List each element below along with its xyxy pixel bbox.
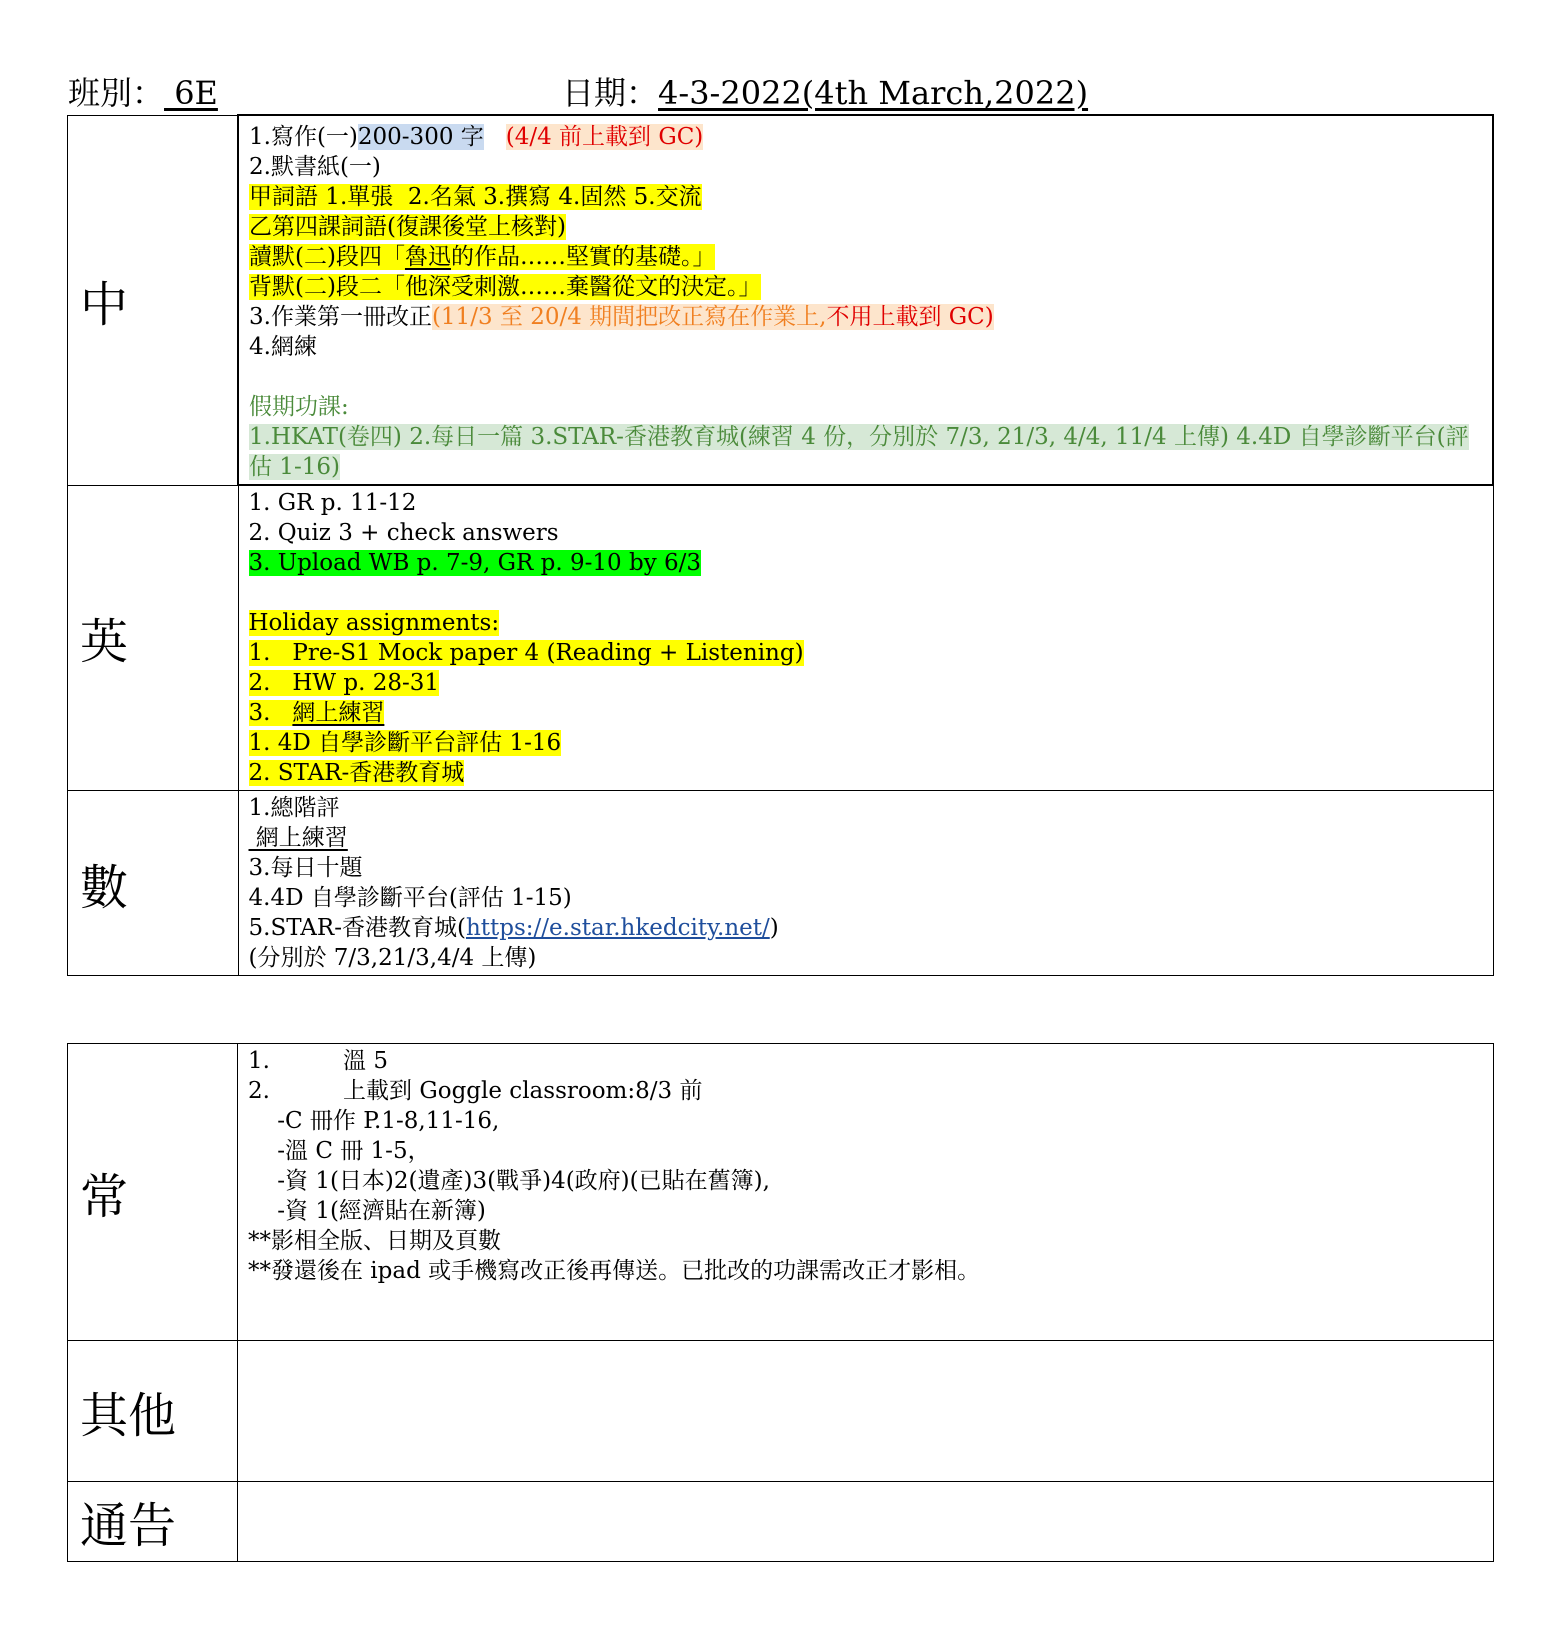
chinese-line-2: 2.默書紙(一) [249, 154, 381, 180]
chinese-holiday-text: 1.HKAT(卷四) 2.每日一篇 3.STAR-香港教育城(練習 4 份，分別於 7/3, 21/3, 4/4, 11/4 上傳) 4.4D 自學診斷平台(評估 1-16) [249, 424, 1469, 480]
math-line-3: 3.每日十題 [248, 855, 363, 881]
row-other [68, 1341, 1494, 1482]
subject-other: 其他 [68, 1341, 238, 1482]
gs-line-5: -資 1(日本)2(遺產)3(戰爭)4(政府)(已貼在舊簿), [248, 1168, 770, 1194]
class-header [68, 68, 218, 114]
english-holiday-2: 2. HW p. 28-31 [248, 670, 440, 696]
chinese-holiday-title: 假期功課: [249, 394, 349, 420]
chinese-line-5: 讀默(二)段四「魯迅的作品……堅實的基礎。」 [249, 244, 716, 270]
english-sub-2: 2. STAR-香港教育城 [248, 760, 465, 786]
row-general-studies [68, 1044, 1494, 1341]
subject-chinese: 中 [68, 115, 239, 485]
english-sub-1: 1. 4D 自學診斷平台評估 1-16 [248, 730, 562, 756]
class-value: 6E [164, 74, 218, 112]
english-line-1: 1. GR p. 11-12 [248, 490, 417, 516]
gs-line-7: **影相全版、日期及頁數 [248, 1228, 501, 1254]
math-line-5: 5.STAR-香港教育城(https://e.star.hkedcity.net/) [248, 915, 779, 941]
gs-line-3: -C 冊作 P.1-8,11-16, [248, 1108, 500, 1134]
row-notice [68, 1482, 1494, 1562]
chinese-line-6: 背默(二)段二「他深受刺激……棄醫從文的決定。」 [249, 274, 762, 300]
gs-line-6: -資 1(經濟貼在新簿) [248, 1198, 486, 1224]
chinese-line-4: 乙第四課詞語(復課後堂上核對) [249, 214, 566, 240]
notice-content [238, 1482, 1494, 1562]
english-line-3: 3. Upload WB p. 7-9, GR p. 9-10 by 6/3 [248, 550, 702, 576]
homework-table-main [67, 114, 1494, 976]
math-line-2: 網上練習 [248, 825, 348, 851]
subject-english: 英 [68, 485, 239, 791]
english-content [238, 485, 1493, 791]
gs-line-8: **發還後在 ipad 或手機寫改正後再傳送。已批改的功課需改正才影相。 [248, 1258, 981, 1284]
subject-general-studies: 常 [68, 1044, 238, 1341]
row-english [68, 485, 1494, 791]
gs-line-1: 1. 溫 5 [248, 1048, 388, 1074]
class-label: 班別： [68, 74, 165, 112]
date-header [562, 68, 1088, 114]
subject-notice: 通告 [68, 1482, 238, 1562]
date-value: 4-3-2022(4th March,2022) [658, 74, 1089, 112]
english-line-2: 2. Quiz 3 + check answers [248, 520, 559, 546]
date-label: 日期： [562, 74, 659, 112]
subject-math: 數 [68, 791, 239, 976]
english-holiday-1: 1. Pre-S1 Mock paper 4 (Reading + Listening) [248, 640, 804, 666]
homework-table-secondary [67, 1043, 1494, 1562]
gs-content [238, 1044, 1494, 1341]
star-link[interactable]: https://e.star.hkedcity.net/ [465, 915, 770, 941]
chinese-line-8: 4.網練 [249, 334, 317, 360]
math-content [238, 791, 1493, 976]
math-line-1: 1.總階評 [248, 795, 340, 821]
chinese-line-3: 甲詞語 1.單張 2.名氣 3.撰寫 4.固然 5.交流 [249, 184, 702, 210]
chinese-line-7: 3.作業第一冊改正(11/3 至 20/4 期間把改正寫在作業上,不用上載到 GC) [249, 304, 994, 330]
other-content [238, 1341, 1494, 1482]
english-holiday-3: 3. 網上練習 [248, 700, 385, 726]
math-line-6: (分別於 7/3,21/3,4/4 上傳) [248, 945, 537, 971]
gs-line-4: -溫 C 冊 1-5， [248, 1138, 431, 1164]
math-line-4: 4.4D 自學診斷平台(評估 1-15) [248, 885, 572, 911]
english-holiday-title: Holiday assignments: [248, 610, 500, 636]
row-math [68, 791, 1494, 976]
chinese-line-1: 1.寫作(一)200-300 字 (4/4 前上載到 GC) [249, 124, 704, 150]
gs-line-2: 2. 上載到 Goggle classroom:8/3 前 [248, 1078, 703, 1104]
row-chinese [68, 115, 1494, 485]
chinese-content [238, 115, 1493, 485]
